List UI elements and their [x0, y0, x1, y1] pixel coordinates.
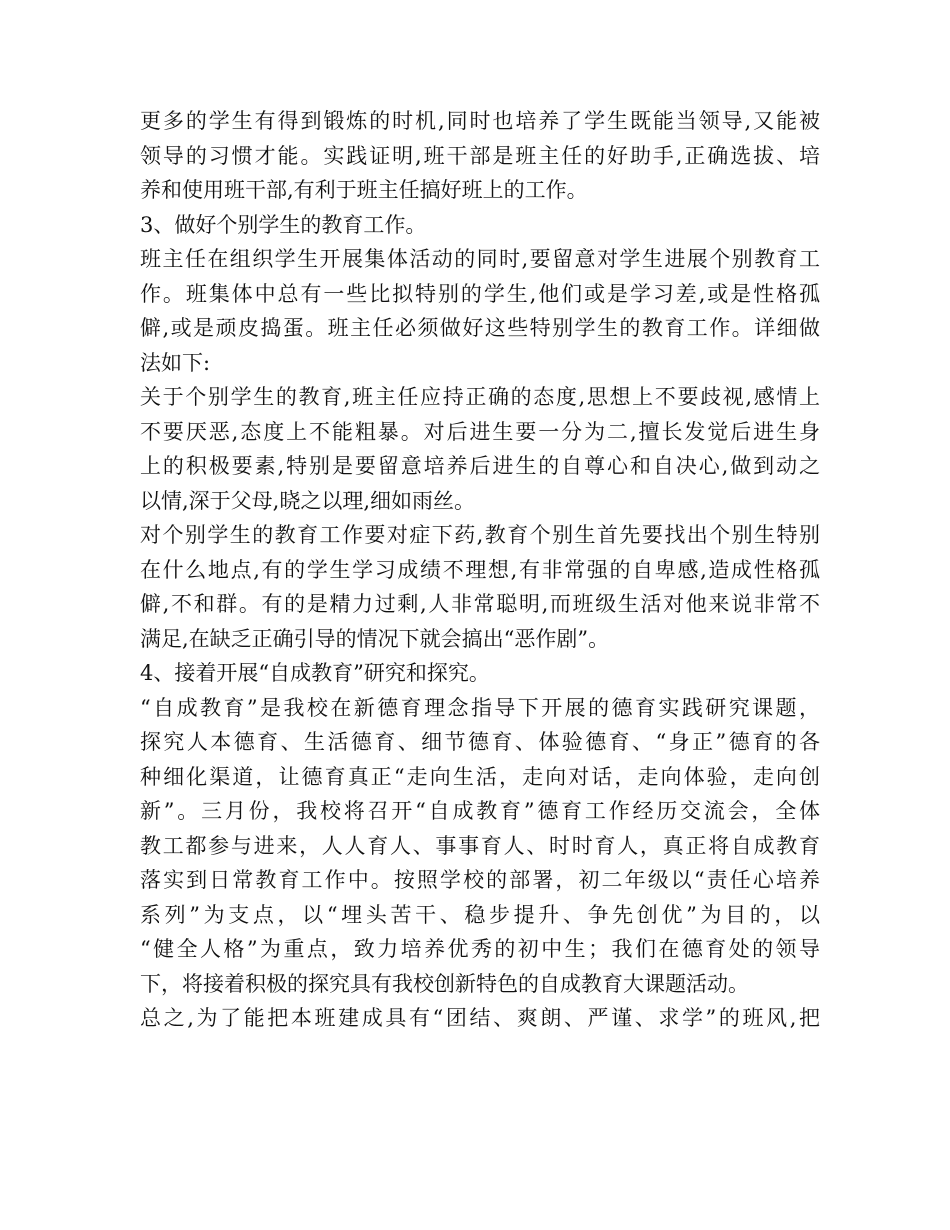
- text-line: 下，将接着积极的探究具有我校创新特色的自成教育大课题活动。: [140, 971, 749, 996]
- text-line: 满足,在缺乏正确引导的情况下就会搞出“恶作剧”。: [140, 626, 610, 651]
- document-body: [140, 104, 820, 1036]
- text-line: 新”。三月份，我校将召开“自成教育”德育工作经历交流会，全体: [140, 799, 820, 823]
- text-line: 系列”为支点，以“埋头苦干、稳步提升、争先创优”为目的，以: [140, 902, 820, 927]
- text-line: 教工都参与进来，人人育人、事事育人、时时育人，真正将自成教育: [140, 833, 820, 858]
- text-line: 更多的学生有得到锻炼的时机,同时也培养了学生既能当领导,又能被: [140, 109, 820, 133]
- text-line: 3、做好个别学生的教育工作。: [140, 212, 427, 237]
- text-line: 作。班集体中总有一些比拟特别的学生,他们或是学习差,或是性格孤: [140, 281, 820, 306]
- text-line: 法如下:: [140, 350, 211, 375]
- text-line: 落实到日常教育工作中。按照学校的部署，初二年级以“责任心培养: [140, 868, 820, 892]
- text-line: “自成教育”是我校在新德育理念指导下开展的德育实践研究课题，: [140, 695, 820, 720]
- text-line: “健全人格”为重点，致力培养优秀的初中生；我们在德育处的领导: [140, 937, 820, 961]
- text-line: 不要厌恶,态度上不能粗暴。对后进生要一分为二,擅长发觉后进生身: [140, 419, 820, 444]
- text-line: 领导的习惯才能。实践证明,班干部是班主任的好助手,正确选拔、培: [140, 143, 820, 168]
- text-line: 僻,不和群。有的是精力过剩,人非常聪明,而班级生活对他来说非常不: [140, 592, 820, 616]
- text-line: 种细化渠道，让德育真正“走向生活，走向对话，走向体验，走向创: [140, 764, 820, 789]
- text-line: 探究人本德育、生活德育、细节德育、体验德育、“身正”德育的各: [140, 730, 820, 754]
- text-line: 养和使用班干部,有利于班主任搞好班上的工作。: [140, 178, 588, 202]
- text-line: 以情,深于父母,晓之以理,细如雨丝。: [140, 488, 476, 513]
- text-line: 总之,为了能把本班建成具有“团结、爽朗、严谨、求学”的班风,把: [140, 1006, 820, 1030]
- text-line: 上的积极要素,特别是要留意培养后进生的自尊心和自决心,做到动之: [140, 454, 820, 478]
- text-line: 僻,或是顽皮捣蛋。班主任必须做好这些特别学生的教育工作。详细做: [140, 316, 820, 340]
- text-line: 4、接着开展“自成教育”研究和探究。: [140, 661, 490, 685]
- text-line: 对个别学生的教育工作要对症下药,教育个别生首先要找出个别生特别: [140, 523, 820, 547]
- text-line: 关于个别学生的教育,班主任应持正确的态度,思想上不要歧视,感情上: [140, 385, 820, 409]
- text-line: 在什么地点,有的学生学习成绩不理想,有非常强的自卑感,造成性格孤: [140, 557, 820, 582]
- text-line: 班主任在组织学生开展集体活动的同时,要留意对学生进展个别教育工: [140, 247, 820, 271]
